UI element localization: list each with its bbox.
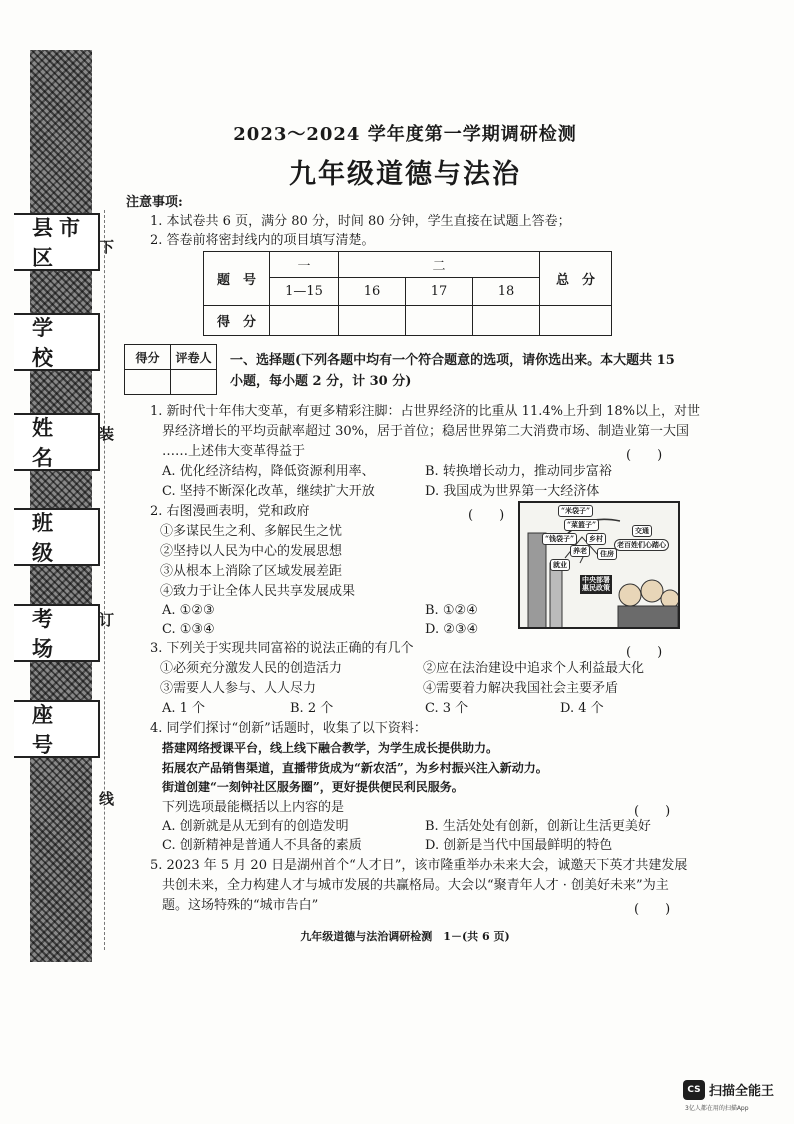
score-table-section-two: 二 — [339, 252, 540, 278]
q3-option-b: B. 2 个 — [290, 701, 334, 716]
score-table-col: 1—15 — [270, 278, 339, 306]
cartoon-label: 乡村 — [586, 533, 606, 545]
score-table-score-label: 得 分 — [204, 306, 270, 336]
q1-option-b: B. 转换增长动力，推动同步富裕 — [425, 464, 612, 479]
cartoon-label: 交通 — [632, 525, 652, 537]
grader-name-label: 评卷人 — [171, 345, 217, 370]
q3-statement: ②应在法治建设中追求个人利益最大化 — [423, 661, 645, 676]
score-cell[interactable] — [406, 306, 473, 336]
q4-stem: 4. 同学们探讨“创新”话题时，收集了以下资料： — [150, 721, 427, 736]
q1-answer-blank[interactable]: ( ) — [626, 448, 663, 463]
field-county: 县市区 — [14, 213, 100, 271]
q1-option-a: A. 优化经济结构，降低资源利用率、 — [162, 464, 375, 479]
q2-option-d: D. ②③④ — [425, 622, 479, 637]
binding-margin-pattern — [30, 50, 92, 962]
q2-option-c: C. ①③④ — [162, 622, 215, 637]
field-seat-number: 座 号 — [14, 700, 100, 758]
q4-option-d: D. 创新是当代中国最鲜明的特色 — [425, 838, 613, 853]
cartoon-sign: 中央部署 惠民政策 — [582, 575, 610, 593]
q1-stem: ……上述伟大变革得益于 — [162, 444, 306, 459]
field-school: 学 校 — [14, 313, 100, 371]
q3-option-d: D. 4 个 — [560, 701, 604, 716]
q2-statement: ③从根本上消除了区域发展差距 — [160, 564, 343, 579]
q5-answer-blank[interactable]: ( ) — [634, 902, 671, 917]
q1-stem: 1. 新时代十年伟大变革，有更多精彩注脚：占世界经济的比重从 11.4%上升到 18%以上，对世 — [150, 404, 700, 419]
q2-statement: ①多谋民生之利、多解民生之忧 — [160, 524, 343, 539]
score-cell[interactable] — [270, 306, 339, 336]
field-class: 班 级 — [14, 508, 100, 566]
cartoon-label: 住房 — [597, 548, 617, 560]
seal-char-ding: 订 — [99, 611, 115, 629]
q4-material: 拓展农产品销售渠道，直播带货成为“新农活”，为乡村振兴注入新动力。 — [162, 761, 548, 775]
q2-cartoon-image — [518, 501, 680, 629]
q3-statement: ④需要着力解决我国社会主要矛盾 — [423, 681, 619, 696]
q1-option-d: D. 我国成为世界第一大经济体 — [425, 484, 600, 499]
grader-name-cell[interactable] — [171, 370, 217, 395]
exam-subtitle: 2023～2024 学年度第一学期调研检测 — [233, 124, 577, 145]
cartoon-label: 养老 — [570, 545, 590, 557]
cartoon-label: “菜篮子” — [564, 519, 599, 531]
notice-item: 2. 答卷前将密封线内的项目填写清楚。 — [150, 233, 375, 248]
q2-stem: 2. 右图漫画表明，党和政府 — [150, 504, 310, 519]
grader-box — [124, 344, 217, 395]
field-name: 姓 名 — [14, 413, 100, 471]
q3-statement: ③需要人人参与、人人尽力 — [160, 681, 317, 696]
q4-material: 街道创建“一刻钟社区服务圈”，更好提供便民利民服务。 — [162, 780, 464, 794]
q3-option-c: C. 3 个 — [425, 701, 469, 716]
q1-option-c: C. 坚持不断深化改革，继续扩大开放 — [162, 484, 375, 499]
seal-char-zhuang: 装 — [99, 425, 115, 443]
q2-answer-blank[interactable]: ( ) — [468, 508, 505, 523]
q2-option-a: A. ①②③ — [162, 603, 215, 618]
score-table-section-one: 一 — [270, 252, 339, 278]
score-cell[interactable] — [473, 306, 540, 336]
watermark-tagline: 3亿人都在用的扫描App — [685, 1105, 749, 1112]
q4-option-c: C. 创新精神是普通人不具备的素质 — [162, 838, 362, 853]
cartoon-drawing — [520, 503, 680, 629]
q1-stem: 界经济增长的平均贡献率超过 30%，居于首位；稳居世界第二大消费市场、制造业第一大国 — [162, 424, 690, 439]
seal-char-xia: 下 — [99, 238, 115, 256]
grader-score-label: 得分 — [125, 345, 171, 370]
cartoon-label: “钱袋子” — [542, 533, 577, 545]
field-room: 考 场 — [14, 604, 100, 662]
exam-title: 九年级道德与法治 — [289, 159, 521, 190]
notice-heading: 注意事项: — [126, 195, 183, 210]
score-table-col: 18 — [473, 278, 540, 306]
q3-answer-blank[interactable]: ( ) — [626, 645, 663, 660]
cartoon-label: “米袋子” — [558, 505, 593, 517]
camscanner-logo-icon: CS — [683, 1080, 705, 1100]
q2-option-b: B. ①②④ — [425, 603, 478, 618]
q5-stem: 5. 2023 年 5 月 20 日是湖州首个“人才日”，该市隆重举办未来大会，诚邀天下英才共建发展 — [150, 858, 688, 873]
score-table-question-label: 题 号 — [204, 252, 270, 306]
notice-item: 1. 本试卷共 6 页，满分 80 分，时间 80 分钟，学生直接在试题上答卷； — [150, 214, 571, 229]
q4-material: 搭建网络授课平台，线上线下融合教学，为学生成长提供助力。 — [162, 741, 499, 755]
score-table-col: 17 — [406, 278, 473, 306]
seal-char-xian: 线 — [99, 790, 115, 808]
q5-stem: 题。这场特殊的“城市告白” — [162, 898, 319, 913]
q4-option-b: B. 生活处处有创新，创新让生活更美好 — [425, 819, 651, 834]
score-table-col: 16 — [339, 278, 406, 306]
score-table-total-label: 总 分 — [540, 252, 612, 306]
q2-statement: ②坚持以人民为中心的发展思想 — [160, 544, 343, 559]
seal-line — [104, 210, 105, 950]
q4-option-a: A. 创新就是从无到有的创造发明 — [162, 819, 349, 834]
cartoon-label: 就业 — [550, 559, 570, 571]
score-cell[interactable] — [339, 306, 406, 336]
section-instructions: 一、选择题(下列各题中均有一个符合题意的选项，请你选出来。本大题共 15 — [230, 353, 675, 368]
cartoon-speech-bubble: 老百姓们心踏心 — [614, 539, 669, 551]
q5-stem: 共创未来，全力构建人才与城市发展的共赢格局。大会以“聚青年人才 · 创美好未来”为主 — [162, 878, 669, 893]
q3-option-a: A. 1 个 — [162, 701, 206, 716]
page-footer: 九年级道德与法治调研检测 1－(共 6 页) — [300, 930, 510, 943]
q3-stem: 3. 下列关于实现共同富裕的说法正确的有几个 — [150, 641, 414, 656]
watermark-name: 扫描全能王 — [709, 1084, 775, 1099]
q4-answer-blank[interactable]: ( ) — [634, 804, 671, 819]
section-instructions: 小题，每小题 2 分，计 30 分) — [230, 374, 412, 389]
q2-statement: ④致力于让全体人民共享发展成果 — [160, 584, 356, 599]
grader-score-cell[interactable] — [125, 370, 171, 395]
score-table — [203, 251, 612, 336]
q3-statement: ①必须充分激发人民的创造活力 — [160, 661, 343, 676]
score-cell-total[interactable] — [540, 306, 612, 336]
q4-question: 下列选项最能概括以上内容的是 — [162, 800, 345, 815]
